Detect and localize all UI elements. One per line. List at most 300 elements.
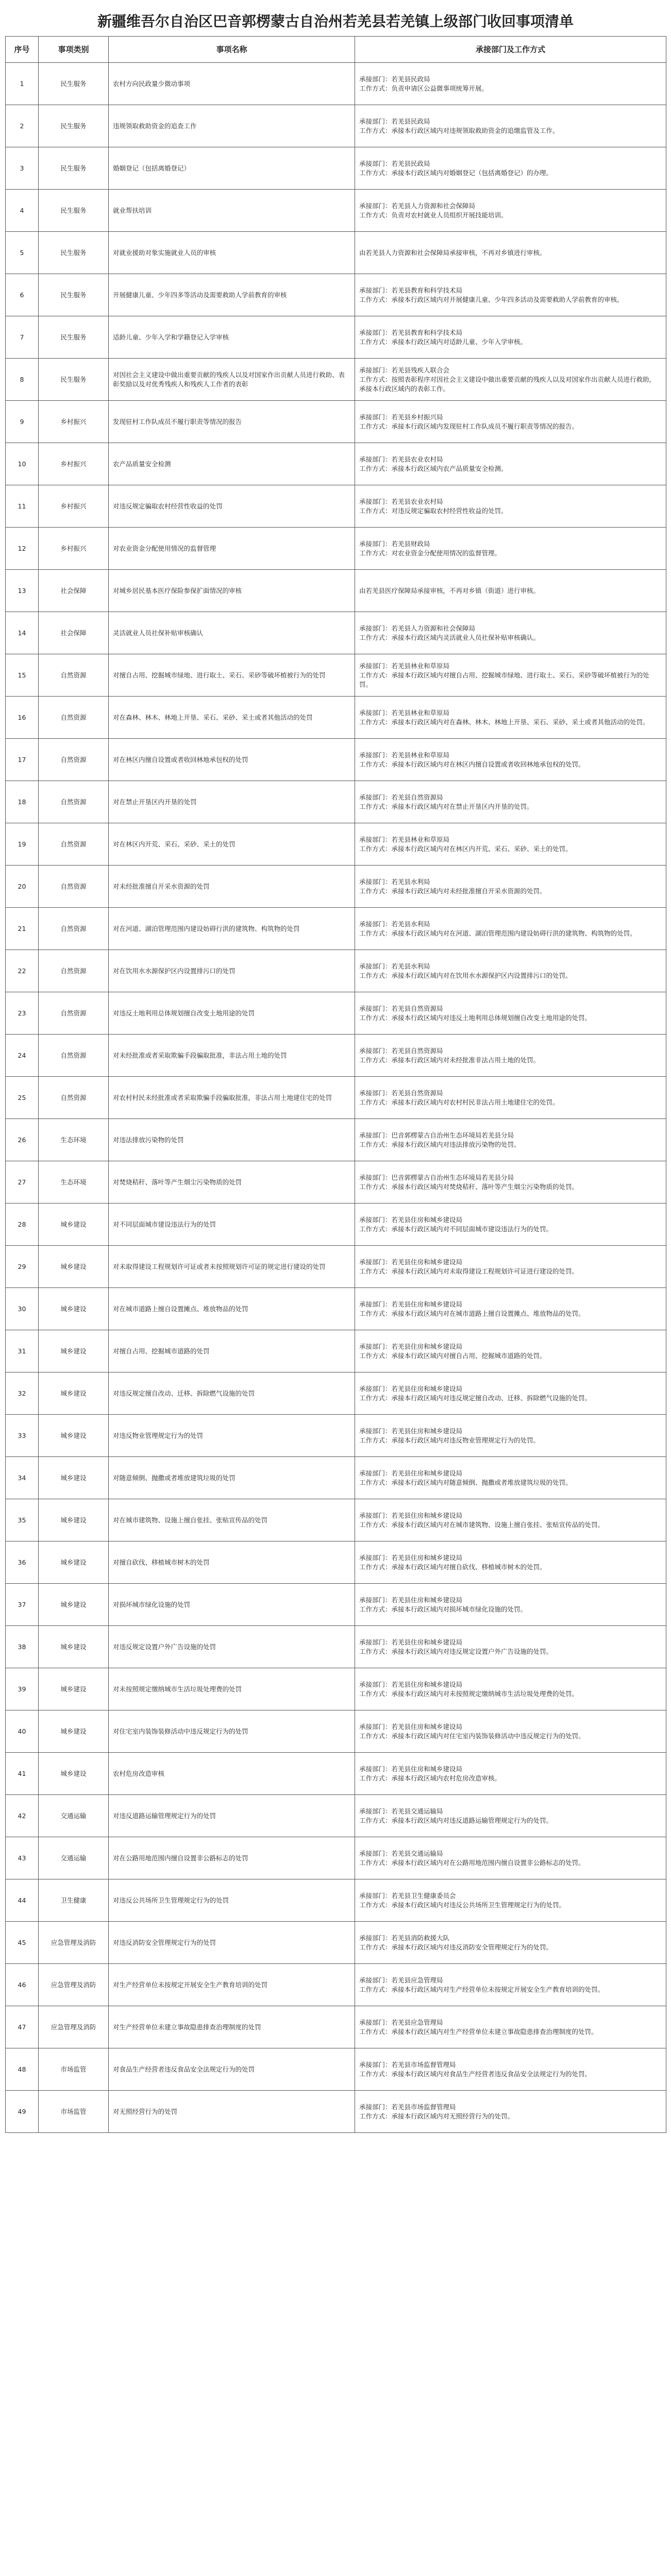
cell-no: 14	[6, 612, 39, 654]
dept-line: 承接部门：若羌县住房和城乡建设局	[359, 1215, 463, 1224]
table-row	[6, 1372, 666, 1415]
cell-item: 对违反物业管理规定行为的处罚	[109, 1415, 355, 1457]
cell-item: 对违反公共场所卫生管理规定行为的处罚	[109, 1879, 355, 1922]
dept-line: 工作方式：承接本行政区域内对未经批准非法占用土地的处罚。	[359, 1056, 540, 1064]
table-row	[6, 612, 666, 654]
cell-category: 卫生健康	[39, 1879, 109, 1922]
dept-line: 工作方式：承接本行政区域内对农村村民非法占用土地建住宅的处罚。	[359, 1098, 559, 1106]
table-row	[6, 1753, 666, 1795]
dept-line: 工作方式：承接本行政区域内对在公路用地范围内擅自设置非公路标志的处罚。	[359, 1858, 585, 1867]
cell-category: 自然资源	[39, 950, 109, 992]
cell-dept	[355, 570, 666, 612]
dept-line: 工作方式：承接本行政区域内对违反规定擅自改动、迁移、拆除燃气设施的处罚。	[359, 1394, 592, 1402]
cell-dept	[355, 781, 666, 823]
dept-line: 承接部门：若羌县林业和草原局	[359, 751, 450, 759]
dept-line: 工作方式：承接本行政区域内对在河道、湖泊管理范围内建设妨碍行洪的建筑物、构筑物的处罚。	[359, 929, 636, 937]
table-row	[6, 2091, 666, 2133]
cell-no: 47	[6, 2006, 39, 2048]
cell-item: 对违反规定设置户外广告设施的处罚	[109, 1626, 355, 1668]
table-row	[6, 823, 666, 866]
table-row	[6, 908, 666, 950]
dept-line: 工作方式：按照表彰程序对因社会主义建设中做出重要贡献的残疾人以及对国家作出贡献人员进行救助，承接本行政区域内的表彰工作。	[359, 375, 656, 393]
cell-dept	[355, 1288, 666, 1330]
dept-line: 工作方式：承接本行政区域内对开展健康儿童、少年四多活动及需要救助人学前教育的审核。	[359, 295, 624, 303]
cell-category: 城乡建设	[39, 1330, 109, 1372]
table-row	[6, 992, 666, 1035]
dept-line: 承接部门：若羌县人力资源和社会保障局	[359, 201, 476, 210]
cell-category: 城乡建设	[39, 1246, 109, 1288]
dept-line: 工作方式：承接本行政区域内对违法排放污染物的处罚。	[359, 1140, 521, 1148]
cell-dept	[355, 1457, 666, 1499]
cell-dept	[355, 1964, 666, 2006]
cell-item: 对损坏城市绿化设施的处罚	[109, 1584, 355, 1626]
cell-no: 7	[6, 316, 39, 359]
cell-no: 5	[6, 232, 39, 274]
dept-line: 工作方式：承接本行政区域内对违规领取救助资金的追缴监管及工作。	[359, 126, 559, 134]
dept-line: 承接部门：若羌县卫生健康委员会	[359, 1891, 456, 1900]
header-item: 事项名称	[109, 37, 355, 63]
dept-line: 承接部门：若羌县残疾人联合会	[359, 366, 450, 374]
cell-item: 对生产经营单位未按规定开展安全生产教育培训的处罚	[109, 1964, 355, 2006]
cell-no: 20	[6, 866, 39, 908]
cell-dept	[355, 359, 666, 401]
cell-item: 对在城市建筑物、设施上擅自张挂、张贴宣传品的处罚	[109, 1499, 355, 1541]
cell-item: 对因社会主义建设中做出重要贡献的残疾人以及对国家作出贡献人员进行救助、表彰奖励以及对优秀残疾人和残疾人工作者的表彰	[109, 359, 355, 401]
cell-item: 对在公路用地范围内擅自设置非公路标志的处罚	[109, 1837, 355, 1879]
dept-line: 工作方式：承接本行政区域内对在城市道路上擅自设置摊点、堆放物品的处罚。	[359, 1309, 585, 1317]
table-row	[6, 1879, 666, 1922]
dept-line: 承接部门：若羌县林业和草原局	[359, 662, 450, 670]
cell-no: 9	[6, 401, 39, 443]
cell-dept	[355, 1035, 666, 1077]
table-row	[6, 1035, 666, 1077]
dept-line: 承接部门：若羌县住房和城乡建设局	[359, 1680, 463, 1688]
cell-dept	[355, 739, 666, 781]
cell-no: 16	[6, 697, 39, 739]
cell-category: 自然资源	[39, 654, 109, 697]
dept-line: 承接部门：若羌县住房和城乡建设局	[359, 1300, 463, 1308]
cell-dept	[355, 1795, 666, 1837]
cell-no: 26	[6, 1119, 39, 1161]
cell-dept	[355, 401, 666, 443]
cell-item: 对在森林、林木、林地上开垦、采石、采砂、采土或者其他活动的处罚	[109, 697, 355, 739]
cell-category: 自然资源	[39, 866, 109, 908]
dept-line: 承接部门：若羌县住房和城乡建设局	[359, 1511, 463, 1519]
cell-no: 21	[6, 908, 39, 950]
cell-dept	[355, 443, 666, 485]
cell-no: 34	[6, 1457, 39, 1499]
table-row	[6, 359, 666, 401]
cell-item: 对未取得建设工程规划许可证或者未按照规划许可证的规定进行建设的处罚	[109, 1246, 355, 1288]
table-row	[6, 147, 666, 190]
dept-line: 承接部门：若羌县消防救援大队	[359, 1934, 450, 1942]
dept-line: 工作方式：承接本行政区域内对擅自占用、挖掘城市道路的处罚。	[359, 1351, 546, 1360]
cell-no: 13	[6, 570, 39, 612]
table-row	[6, 781, 666, 823]
cell-item: 对在林区内开荒、采石、采砂、采土的处罚	[109, 823, 355, 866]
dept-line: 工作方式：承接本行政区域内对焚烧秸秆、落叶等产生烟尘污染物质的处罚。	[359, 1182, 579, 1191]
table-row	[6, 1415, 666, 1457]
dept-line: 承接部门：若羌县自然资源局	[359, 1004, 443, 1012]
cell-item: 对擅自砍伐、移植城市树木的处罚	[109, 1541, 355, 1584]
cell-category: 城乡建设	[39, 1499, 109, 1541]
dept-line: 工作方式：承接本行政区域内对违反规定设置户外广告设施的处罚。	[359, 1647, 553, 1655]
cell-category: 民生服务	[39, 63, 109, 105]
cell-item: 对在饮用水水源保护区内设置排污口的处罚	[109, 950, 355, 992]
table-row	[6, 1837, 666, 1879]
cell-category: 城乡建设	[39, 1372, 109, 1415]
cell-no: 11	[6, 485, 39, 528]
cell-item: 对违法排放污染物的处罚	[109, 1119, 355, 1161]
dept-line: 承接部门：若羌县住房和城乡建设局	[359, 1722, 463, 1731]
cell-dept	[355, 1584, 666, 1626]
cell-item: 发现驻村工作队成员不履行职责等情况的报告	[109, 401, 355, 443]
cell-dept	[355, 1372, 666, 1415]
dept-line: 工作方式：承接本行政区域内对食品生产经营者违反食品安全法规定行为的处罚。	[359, 2070, 592, 2078]
table-row	[6, 1541, 666, 1584]
table-row	[6, 2048, 666, 2091]
cell-item: 适龄儿童、少年入学和学籍登记入学审核	[109, 316, 355, 359]
dept-line: 承接部门：若羌县乡村振兴局	[359, 413, 443, 421]
cell-category: 乡村振兴	[39, 485, 109, 528]
cell-no: 1	[6, 63, 39, 105]
cell-category: 自然资源	[39, 823, 109, 866]
cell-dept	[355, 2006, 666, 2048]
dept-line: 工作方式：承接本行政区域内对生产经营单位未按规定开展安全生产教育培训的处罚。	[359, 1985, 605, 1993]
table-row	[6, 1161, 666, 1204]
dept-line: 承接部门：若羌县住房和城乡建设局	[359, 1427, 463, 1435]
dept-line: 工作方式：负责对农村就业人员组织开展技能培训。	[359, 211, 508, 219]
cell-category: 民生服务	[39, 316, 109, 359]
cell-item: 对随意倾倒、抛撒或者堆放建筑垃圾的处罚	[109, 1457, 355, 1499]
cell-dept	[355, 1204, 666, 1246]
dept-line: 承接部门：若羌县住房和城乡建设局	[359, 1765, 463, 1773]
cell-item: 灵活就业人员社保补贴审核确认	[109, 612, 355, 654]
dept-line: 承接部门：若羌县自然资源局	[359, 793, 443, 801]
cell-category: 应急管理及消防	[39, 2006, 109, 2048]
cell-dept	[355, 105, 666, 147]
cell-item: 对未经批准或者采取欺骗手段骗取批准，非法占用土地的处罚	[109, 1035, 355, 1077]
dept-line: 工作方式：承接本行政区域内对违反公共场所卫生管理规定行为的处罚。	[359, 1901, 566, 1909]
table-row	[6, 443, 666, 485]
cell-category: 城乡建设	[39, 1288, 109, 1330]
cell-item: 对擅自占用、挖掘城市绿地、进行取土、采石、采砂等破坏植被行为的处罚	[109, 654, 355, 697]
cell-category: 自然资源	[39, 992, 109, 1035]
cell-item: 对擅自占用、挖掘城市道路的处罚	[109, 1330, 355, 1372]
dept-line: 工作方式：承接本行政区域内对随意倾倒、抛撒或者堆放建筑垃圾的处罚。	[359, 1478, 572, 1486]
cell-category: 交通运输	[39, 1795, 109, 1837]
dept-line: 承接部门：若羌县住房和城乡建设局	[359, 1553, 463, 1562]
cell-dept	[355, 2048, 666, 2091]
table-row	[6, 654, 666, 697]
cell-category: 城乡建设	[39, 1668, 109, 1710]
cell-no: 40	[6, 1710, 39, 1753]
cell-category: 生态环境	[39, 1119, 109, 1161]
cell-item: 对城乡居民基本医疗保险参保扩面情况的审核	[109, 570, 355, 612]
dept-line: 承接部门：若羌县住房和城乡建设局	[359, 1384, 463, 1393]
table-row	[6, 401, 666, 443]
dept-line: 工作方式：承接本行政区域内对在饮用水水源保护区内设置排污口的处罚。	[359, 971, 572, 979]
cell-no: 27	[6, 1161, 39, 1204]
dept-line: 承接部门：若羌县人力资源和社会保障局	[359, 624, 476, 632]
cell-category: 民生服务	[39, 274, 109, 316]
table-row	[6, 1499, 666, 1541]
cell-category: 自然资源	[39, 697, 109, 739]
cell-category: 自然资源	[39, 781, 109, 823]
cell-item: 对焚烧秸秆、落叶等产生烟尘污染物质的处罚	[109, 1161, 355, 1204]
cell-item: 对住宅室内装饰装修活动中违反规定行为的处罚	[109, 1710, 355, 1753]
dept-line: 承接部门：若羌县住房和城乡建设局	[359, 1596, 463, 1604]
cell-item: 婚姻登记（包括离婚登记）	[109, 147, 355, 190]
cell-dept	[355, 232, 666, 274]
header-dept: 承接部门及工作方式	[355, 37, 666, 63]
cell-dept	[355, 2091, 666, 2133]
cell-no: 24	[6, 1035, 39, 1077]
dept-line: 工作方式：承接本行政区域内对未经批准擅自开采水资源的处罚。	[359, 887, 546, 895]
table-row	[6, 485, 666, 528]
dept-line: 工作方式：承接本行政区域内对住宅室内装饰装修活动中违反规定行为的处罚。	[359, 1732, 585, 1740]
cell-item: 对就业援助对象实施就业人员的审核	[109, 232, 355, 274]
cell-no: 39	[6, 1668, 39, 1710]
cell-item: 农产品质量安全检测	[109, 443, 355, 485]
dept-line: 工作方式：承接本行政区域内对生产经营单位未建立事故隐患排查治理制度的处罚。	[359, 2027, 598, 2036]
cell-dept	[355, 1246, 666, 1288]
cell-no: 32	[6, 1372, 39, 1415]
cell-no: 15	[6, 654, 39, 697]
cell-dept	[355, 1626, 666, 1668]
cell-no: 37	[6, 1584, 39, 1626]
dept-line: 工作方式：承接本行政区域内对无照经营行为的处罚。	[359, 2112, 514, 2120]
dept-line: 承接部门：若羌县应急管理局	[359, 1976, 443, 1984]
cell-no: 30	[6, 1288, 39, 1330]
cell-no: 33	[6, 1415, 39, 1457]
cell-category: 城乡建设	[39, 1753, 109, 1795]
cell-category: 乡村振兴	[39, 528, 109, 570]
cell-category: 城乡建设	[39, 1584, 109, 1626]
table-row	[6, 1668, 666, 1710]
table-row	[6, 274, 666, 316]
cell-dept	[355, 1668, 666, 1710]
dept-line: 承接部门：若羌县教育和科学技术局	[359, 328, 463, 336]
dept-line: 工作方式：承接本行政区域内对在林区内擅自设置或者收回林地承包权的处罚。	[359, 760, 585, 768]
table-row	[6, 1710, 666, 1753]
cell-dept	[355, 697, 666, 739]
cell-no: 23	[6, 992, 39, 1035]
cell-dept	[355, 908, 666, 950]
dept-line: 承接部门：若羌县水利局	[359, 877, 430, 886]
cell-no: 38	[6, 1626, 39, 1668]
cell-dept	[355, 1922, 666, 1964]
cell-no: 46	[6, 1964, 39, 2006]
cell-item: 对违反土地利用总体规划擅自改变土地用途的处罚	[109, 992, 355, 1035]
dept-line: 承接部门：若羌县市场监督管理局	[359, 2103, 456, 2111]
cell-category: 自然资源	[39, 1035, 109, 1077]
cell-dept	[355, 1753, 666, 1795]
dept-line: 承接部门：若羌县民政局	[359, 75, 430, 83]
dept-line: 承接部门：若羌县林业和草原局	[359, 708, 450, 717]
cell-no: 19	[6, 823, 39, 866]
cell-item: 对未经批准擅自开采水资源的处罚	[109, 866, 355, 908]
cell-item: 对违反规定骗取农村经营性收益的处罚	[109, 485, 355, 528]
dept-line: 工作方式：承接本行政区域内对在森林、林木、林地上开垦、采石、采砂、采土或者其他活动的处罚。	[359, 718, 649, 726]
cell-no: 10	[6, 443, 39, 485]
dept-line: 工作方式：对违反规定骗取农村经营性收益的处罚。	[359, 506, 508, 515]
dept-line: 承接部门：若羌县水利局	[359, 962, 430, 970]
dept-line: 承接部门：若羌县水利局	[359, 920, 430, 928]
cell-category: 城乡建设	[39, 1415, 109, 1457]
dept-line: 承接部门：若羌县林业和草原局	[359, 835, 450, 843]
table-row	[6, 866, 666, 908]
cell-category: 应急管理及消防	[39, 1964, 109, 2006]
dept-line: 承接部门：若羌县自然资源局	[359, 1089, 443, 1097]
table-row	[6, 1330, 666, 1372]
table-row	[6, 1077, 666, 1119]
table-row	[6, 1246, 666, 1288]
cell-category: 乡村振兴	[39, 401, 109, 443]
dept-line: 由若羌县人力资源和社会保障局承接审核，不再对乡镇进行审核。	[359, 248, 546, 257]
header-category: 事项类别	[39, 37, 109, 63]
cell-item: 农村危房改造审核	[109, 1753, 355, 1795]
cell-no: 6	[6, 274, 39, 316]
dept-line: 承接部门：若羌县教育和科学技术局	[359, 286, 463, 294]
cell-dept	[355, 950, 666, 992]
dept-line: 承接部门：巴音郭楞蒙古自治州生态环境局若羌县分局	[359, 1131, 514, 1139]
cell-category: 自然资源	[39, 739, 109, 781]
cell-no: 4	[6, 190, 39, 232]
cell-no: 2	[6, 105, 39, 147]
dept-line: 承接部门：若羌县住房和城乡建设局	[359, 1342, 463, 1350]
dept-line: 工作方式：承接本行政区域内灵活就业人员社保补贴审核确认。	[359, 633, 540, 641]
dept-line: 工作方式：承接本行政区域内发现驻村工作队成员不履行职责等情况的报告。	[359, 422, 579, 430]
dept-line: 工作方式：承接本行政区域内对违反土地利用总体规划擅自改变土地用途的处罚。	[359, 1013, 592, 1022]
dept-line: 工作方式：承接本行政区域内对在林区内开荒、采石、采砂、采土的处罚。	[359, 844, 572, 853]
cell-no: 42	[6, 1795, 39, 1837]
table-body	[6, 63, 666, 2133]
dept-line: 工作方式：承接本行政区域内对擅自占用、挖掘城市绿地、进行取土、采石、采砂等破坏植被行为的处罚。	[359, 671, 649, 688]
cell-dept	[355, 63, 666, 105]
cell-dept	[355, 1837, 666, 1879]
cell-dept	[355, 190, 666, 232]
cell-item: 对农村村民未经批准或者采取欺骗手段骗取批准，非法占用土地建住宅的处罚	[109, 1077, 355, 1119]
dept-line: 承接部门：若羌县民政局	[359, 159, 430, 167]
cell-no: 41	[6, 1753, 39, 1795]
table-row	[6, 1922, 666, 1964]
table-row	[6, 190, 666, 232]
cell-item: 对在林区内擅自设置或者收回林地承包权的处罚	[109, 739, 355, 781]
cell-no: 44	[6, 1879, 39, 1922]
table-header-row	[6, 37, 666, 63]
dept-line: 承接部门：若羌县自然资源局	[359, 1046, 443, 1055]
table-row	[6, 1584, 666, 1626]
table-row	[6, 1795, 666, 1837]
cell-no: 36	[6, 1541, 39, 1584]
dept-line: 工作方式：承接本行政区域内对损坏城市绿化设施的处罚。	[359, 1605, 527, 1613]
dept-line: 承接部门：若羌县交通运输局	[359, 1849, 443, 1857]
table-row	[6, 105, 666, 147]
cell-no: 35	[6, 1499, 39, 1541]
cell-dept	[355, 612, 666, 654]
dept-line: 工作方式：承接本行政区域内对违反消防安全管理规定行为的处罚。	[359, 1943, 553, 1951]
cell-category: 自然资源	[39, 908, 109, 950]
table-row	[6, 232, 666, 274]
table-row	[6, 570, 666, 612]
cell-category: 自然资源	[39, 1077, 109, 1119]
cell-dept	[355, 485, 666, 528]
cell-no: 28	[6, 1204, 39, 1246]
cell-category: 城乡建设	[39, 1204, 109, 1246]
cell-category: 民生服务	[39, 232, 109, 274]
cell-item: 对农业资金分配使用情况的监督管理	[109, 528, 355, 570]
dept-line: 工作方式：负责申请区公益微事项统筹开展。	[359, 84, 489, 92]
cell-category: 民生服务	[39, 359, 109, 401]
dept-line: 工作方式：承接本行政区域内对婚姻登记（包括离婚登记）的办理。	[359, 168, 553, 177]
cell-item: 对生产经营单位未建立事故隐患排查治理制度的处罚	[109, 2006, 355, 2048]
cell-item: 就业帮扶培训	[109, 190, 355, 232]
cell-category: 市场监管	[39, 2091, 109, 2133]
dept-line: 承接部门：若羌县交通运输局	[359, 1807, 443, 1815]
cell-category: 城乡建设	[39, 1710, 109, 1753]
cell-dept	[355, 823, 666, 866]
cell-dept	[355, 1710, 666, 1753]
dept-line: 工作方式：对农业资金分配使用情况的监督管理。	[359, 549, 501, 557]
dept-line: 工作方式：承接本行政区域内农村危房改造审核。	[359, 1774, 501, 1782]
dept-line: 承接部门：若羌县农业农村局	[359, 497, 443, 505]
cell-category: 市场监管	[39, 2048, 109, 2091]
table-row	[6, 697, 666, 739]
table-row	[6, 316, 666, 359]
dept-line: 承接部门：若羌县住房和城乡建设局	[359, 1638, 463, 1646]
cell-no: 22	[6, 950, 39, 992]
cell-category: 社会保障	[39, 612, 109, 654]
cell-category: 乡村振兴	[39, 443, 109, 485]
cell-category: 民生服务	[39, 105, 109, 147]
table-row	[6, 1288, 666, 1330]
dept-line: 工作方式：承接本行政区域内对擅自砍伐、移植城市树木的处罚。	[359, 1563, 546, 1571]
cell-no: 29	[6, 1246, 39, 1288]
cell-category: 应急管理及消防	[39, 1922, 109, 1964]
dept-line: 承接部门：若羌县住房和城乡建设局	[359, 1258, 463, 1266]
dept-line: 由若羌县医疗保障局承接审核，不再对乡镇（街道）进行审核。	[359, 586, 540, 595]
table-row	[6, 1204, 666, 1246]
cell-item: 对在城市道路上擅自设置摊点、堆放物品的处罚	[109, 1288, 355, 1330]
cell-category: 城乡建设	[39, 1541, 109, 1584]
cell-dept	[355, 1499, 666, 1541]
dept-line: 工作方式：承接本行政区域内对在禁止开垦区内开垦的处罚。	[359, 802, 533, 810]
cell-item: 对在禁止开垦区内开垦的处罚	[109, 781, 355, 823]
dept-line: 承接部门：若羌县应急管理局	[359, 2018, 443, 2026]
cell-dept	[355, 316, 666, 359]
dept-line: 承接部门：若羌县民政局	[359, 117, 430, 125]
items-table	[5, 36, 666, 2133]
cell-no: 48	[6, 2048, 39, 2091]
dept-line: 工作方式：承接本行政区域内对未取得建设工程规划许可证进行建设的处罚。	[359, 1267, 579, 1275]
cell-no: 12	[6, 528, 39, 570]
table-row	[6, 1964, 666, 2006]
header-no: 序号	[6, 37, 39, 63]
dept-line: 工作方式：承接本行政区域内对不同层面城市建设违法行为的处罚。	[359, 1225, 553, 1233]
table-row	[6, 2006, 666, 2048]
dept-line: 承接部门：若羌县农业农村局	[359, 455, 443, 463]
cell-category: 社会保障	[39, 570, 109, 612]
cell-dept	[355, 274, 666, 316]
cell-item: 开展健康儿童、少年四多等活动及需要救助人学前教育的审核	[109, 274, 355, 316]
cell-dept	[355, 866, 666, 908]
table-row	[6, 63, 666, 105]
cell-no: 17	[6, 739, 39, 781]
dept-line: 承接部门：若羌县住房和城乡建设局	[359, 1469, 463, 1477]
cell-dept	[355, 528, 666, 570]
cell-dept	[355, 147, 666, 190]
